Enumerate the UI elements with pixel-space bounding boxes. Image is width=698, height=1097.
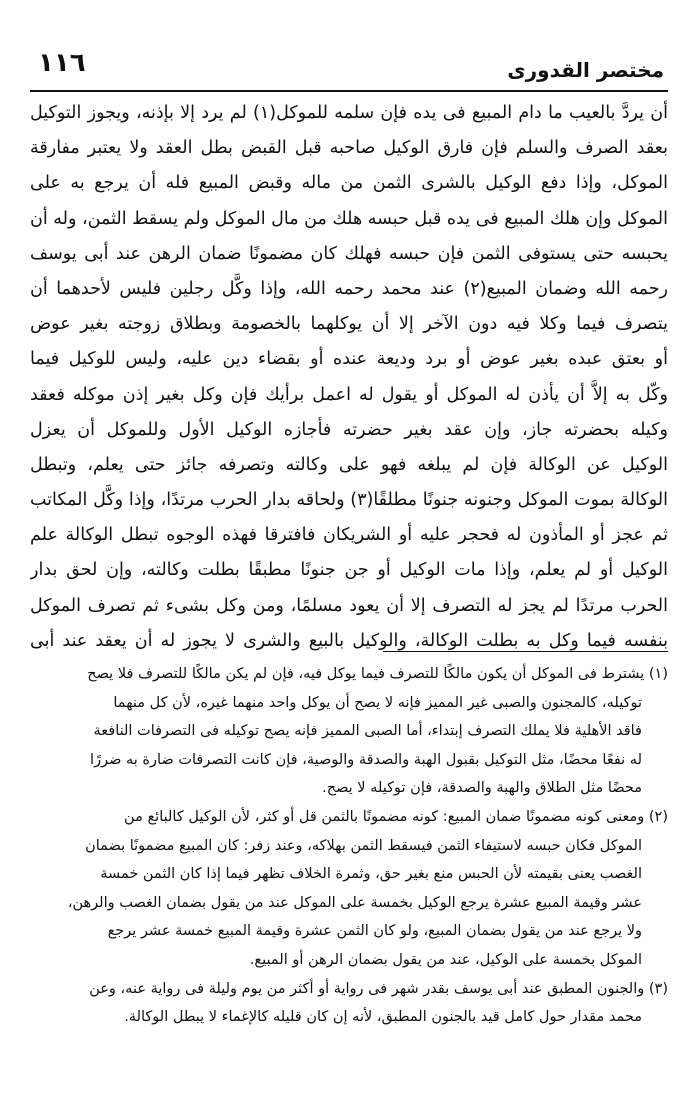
- footnote-line: فاقد الأهلية فلا يملك التصرف إبتداء، أما الصبى المميز فإنه يصح توكيله فى التصرفات النافعة: [93, 723, 642, 740]
- text-line: رحمه الله وضمان المبيع(٢) عند محمد رحمه الله، وإذا وكَّل رجلين فليس لأحدهما أن: [30, 278, 668, 299]
- text-line: يتصرف فيما وكلا فيه دون الآخر إلا أن يوكلهما بالخصومة وبطلاق زوجته بغير عوض: [30, 314, 668, 335]
- footnote-line: الموكل بخمسة على الوكيل، عند من يقول بضمان الرهن أو المبيع.: [249, 951, 642, 968]
- text-line: بعقد الصرف والسلم فإن فارق الوكيل صاحبه قبل القبض بطل العقد ولا يعتبر مفارقة: [30, 138, 668, 159]
- page-number: ١١٦: [38, 48, 86, 78]
- footnote-3: [36, 975, 668, 1032]
- text-line: وكيله بحضرته جاز، وإن عقد بغير حضرته فأجازه الوكيل الأول وللموكل أن يعزل: [30, 419, 668, 440]
- text-line: أن يردَّ بالعيب ما دام المبيع فى يده فإن سلمه للموكل(١) لم يرد إلا بإذنه، ويجوز التوكيل: [30, 103, 668, 123]
- footnote-line: محمد مقدار حول كامل قيد بالجنون المطبق، لأنه إن كان قليله كالإغماء لا يبطل الوكالة.: [124, 1009, 642, 1026]
- footnote-line: له نفعًا محضًا، مثل التوكيل بقبول الهبة والصدقة والوصية، فإن كانت التصرفات ضارة به ضررًا: [90, 751, 642, 768]
- footnote-line: الغصب يعنى بقيمته لأن الحبس منع بغير حق، وثمرة الخلاف تظهر فيما إذا كان الثمن خمسة: [100, 866, 642, 883]
- footnote-line: الموكل فكان حبسه لاستيفاء الثمن فيسقط الثمن بهلاكه، وعند زفر: كان المبيع مضمونًا بضمان: [85, 837, 642, 854]
- footnote-line: ولا يرجع عند من يقول بضمان المبيع، ولو كان الثمن عشرة وقيمة المبيع خمسة عشر يرجع: [107, 923, 642, 940]
- text-line: أو بعتق عبده بغير عوض أو برد وديعة عنده أو بقضاء دين عليه، وليس للوكيل فيما: [30, 349, 668, 370]
- footnote-2: [36, 803, 668, 975]
- footnotes: [36, 660, 668, 1032]
- text-line: ثم عجز أو المأذون له فحجر عليه أو الشريكان فافترقا فهذه الوجوه تبطل الوكالة علم: [30, 525, 668, 546]
- footnote-line: توكيله، كالمجنون والصبى غير المميز فإنه لا يصح أن يوكل واحد منهما غيره، لأن كل منهما: [113, 694, 642, 711]
- text-line: الموكل وإن هلك المبيع فى يده قبل حبسه هلك من مال الموكل ولم يسقط الثمن، وله أن: [30, 208, 668, 229]
- text-line: الحرب مرتدًا لم يجز له التصرف إلا أن يعود مسلمًا، ومن وكل بشىء ثم تصرف الموكل: [30, 595, 668, 616]
- text-line: يحبسه حتى يستوفى الثمن فإن حبسه فهلك كان مضمونًا ضمان الرهن عند أبى يوسف: [30, 243, 668, 264]
- text-line: وكّل به إلاَّ أن يأذن له الموكل أو يقول له اعمل برأيك فإن وكل بغير إذن موكله فعقد: [30, 384, 668, 405]
- text-line: الموكل، وإذا دفع الوكيل بالشرى الثمن من ماله وقبض المبيع فله أن يرجع به على: [30, 173, 668, 194]
- text-line: الوكيل أو لم يعلم، وإذا مات الوكيل أو جن جنونًا مطبقًا بطلت وكالته، وإن لحق بدار: [30, 560, 668, 581]
- footnote-1: [36, 660, 668, 803]
- page-header: [30, 44, 668, 92]
- main-text: [30, 96, 668, 659]
- book-title: مختصر القدورى: [507, 58, 664, 82]
- footnote-line: (١) يشترط فى الموكل أن يكون مالكًا للتصرف فيما يوكل فيه، فإن لم يكن مالكًا للتصرف فلا يصح: [87, 666, 668, 682]
- text-line: الوكالة بموت الموكل وجنونه جنونًا مطلقًا(٣) ولحاقه بدار الحرب مرتدًا، وإذا وكَّل المكاتب: [30, 490, 668, 511]
- footnote-divider: [383, 651, 668, 652]
- footnote-line: عشر وقيمة المبيع عشرة يرجع الوكيل بخمسة على الموكل عند من يقول بضمان الغصب والرهن،: [67, 894, 642, 911]
- text-line: الوكيل عن الوكالة فإن لم يبلغه فهو على وكالته وتصرفه جائز حتى يعلم، وتبطل: [30, 454, 668, 475]
- text-line: بنفسه فيما وكل به بطلت الوكالة، والوكيل بالبيع والشرى لا يجوز له أن يعقد عند أبى: [30, 630, 668, 651]
- footnote-line: (٣) والجنون المطبق عند أبى يوسف بقدر شهر فى رواية أو أكثر من يوم وليلة فى رواية عنه، وعن: [89, 980, 668, 997]
- footnote-line: محضًا مثل الطلاق والهبة والصدقة، فإن توكيله لا يصح.: [322, 780, 642, 797]
- footnote-line: (٢) ومعنى كونه مضمونًا ضمان المبيع: كونه مضمونًا بالثمن قل أو كثر، لأن الوكيل كالبائع من: [124, 808, 668, 825]
